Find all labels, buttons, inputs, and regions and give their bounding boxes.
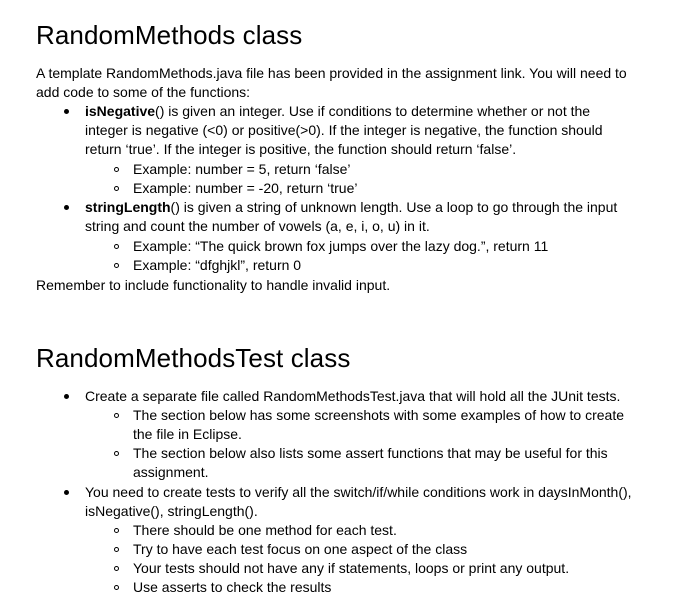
example-item: Example: number = -20, return ‘true’ [133, 180, 358, 196]
sub-list-item: The section below has some screenshots with some examples of how to create [133, 407, 625, 423]
example-item: Example: “dfghjkl”, return 0 [133, 257, 302, 273]
bullet-circle-icon [114, 186, 119, 191]
bullet-circle-icon [114, 413, 119, 418]
bullet-circle-icon [114, 244, 119, 249]
bullet-circle-icon [114, 585, 119, 590]
bullet-circle-icon [114, 528, 119, 533]
item-text-line: string and count the number of vowels (a, e, i, o, u) in it. [85, 218, 430, 234]
bullet-circle-icon [114, 451, 119, 456]
intro-line-1: A template RandomMethods.java file has been provided in the assignment link. You will need to [36, 65, 627, 81]
sub-list-item-cont: assignment. [133, 464, 209, 480]
bullet-disc-icon [64, 394, 69, 399]
function-name: stringLength [85, 199, 171, 215]
item-text: () is given a string of unknown length. Use a loop to go through the input [170, 199, 618, 215]
section-title-random-methods-test: RandomMethodsTest class [36, 343, 351, 373]
item-text-line: integer is negative (<0) or positive(>0). If the integer is negative, the function should [85, 122, 603, 138]
bullet-disc-icon [64, 109, 69, 114]
sub-list-item: Use asserts to check the results [133, 579, 332, 595]
function-name: isNegative [85, 103, 156, 119]
sub-list-item: Try to have each test focus on one aspect of the class [133, 541, 468, 557]
example-item: Example: “The quick brown fox jumps over the lazy dog.”, return 11 [133, 238, 549, 254]
footer-note: Remember to include functionality to handle invalid input. [36, 277, 391, 293]
list-item-isnegative [85, 102, 590, 121]
bullet-circle-icon [114, 167, 119, 172]
bullet-circle-icon [114, 566, 119, 571]
item-text-line: return ‘true’. If the integer is positive, the function should return ‘false’. [85, 141, 517, 157]
list-item: Create a separate file called RandomMethodsTest.java that will hold all the JUnit tests. [85, 388, 621, 404]
list-item: You need to create tests to verify all the switch/if/while conditions work in daysInMonth(), [85, 484, 632, 500]
sub-list-item-cont: the file in Eclipse. [133, 426, 242, 442]
list-item-cont: isNegative(), stringLength(). [85, 503, 258, 519]
sub-list-item: The section below also lists some assert functions that may be useful for this [133, 445, 608, 461]
list-item-stringlength [85, 198, 617, 217]
section-title-random-methods: RandomMethods class [36, 20, 303, 50]
intro-line-2: add code to some of the functions: [36, 84, 251, 100]
bullet-disc-icon [64, 205, 69, 210]
sub-list-item: Your tests should not have any if statements, loops or print any output. [133, 560, 570, 576]
bullet-disc-icon [64, 490, 69, 495]
bullet-circle-icon [114, 547, 119, 552]
item-text: () is given an integer. Use if conditions to determine whether or not the [155, 103, 591, 119]
sub-list-item: There should be one method for each test. [133, 522, 397, 538]
example-item: Example: number = 5, return ‘false’ [133, 161, 351, 177]
bullet-circle-icon [114, 263, 119, 268]
